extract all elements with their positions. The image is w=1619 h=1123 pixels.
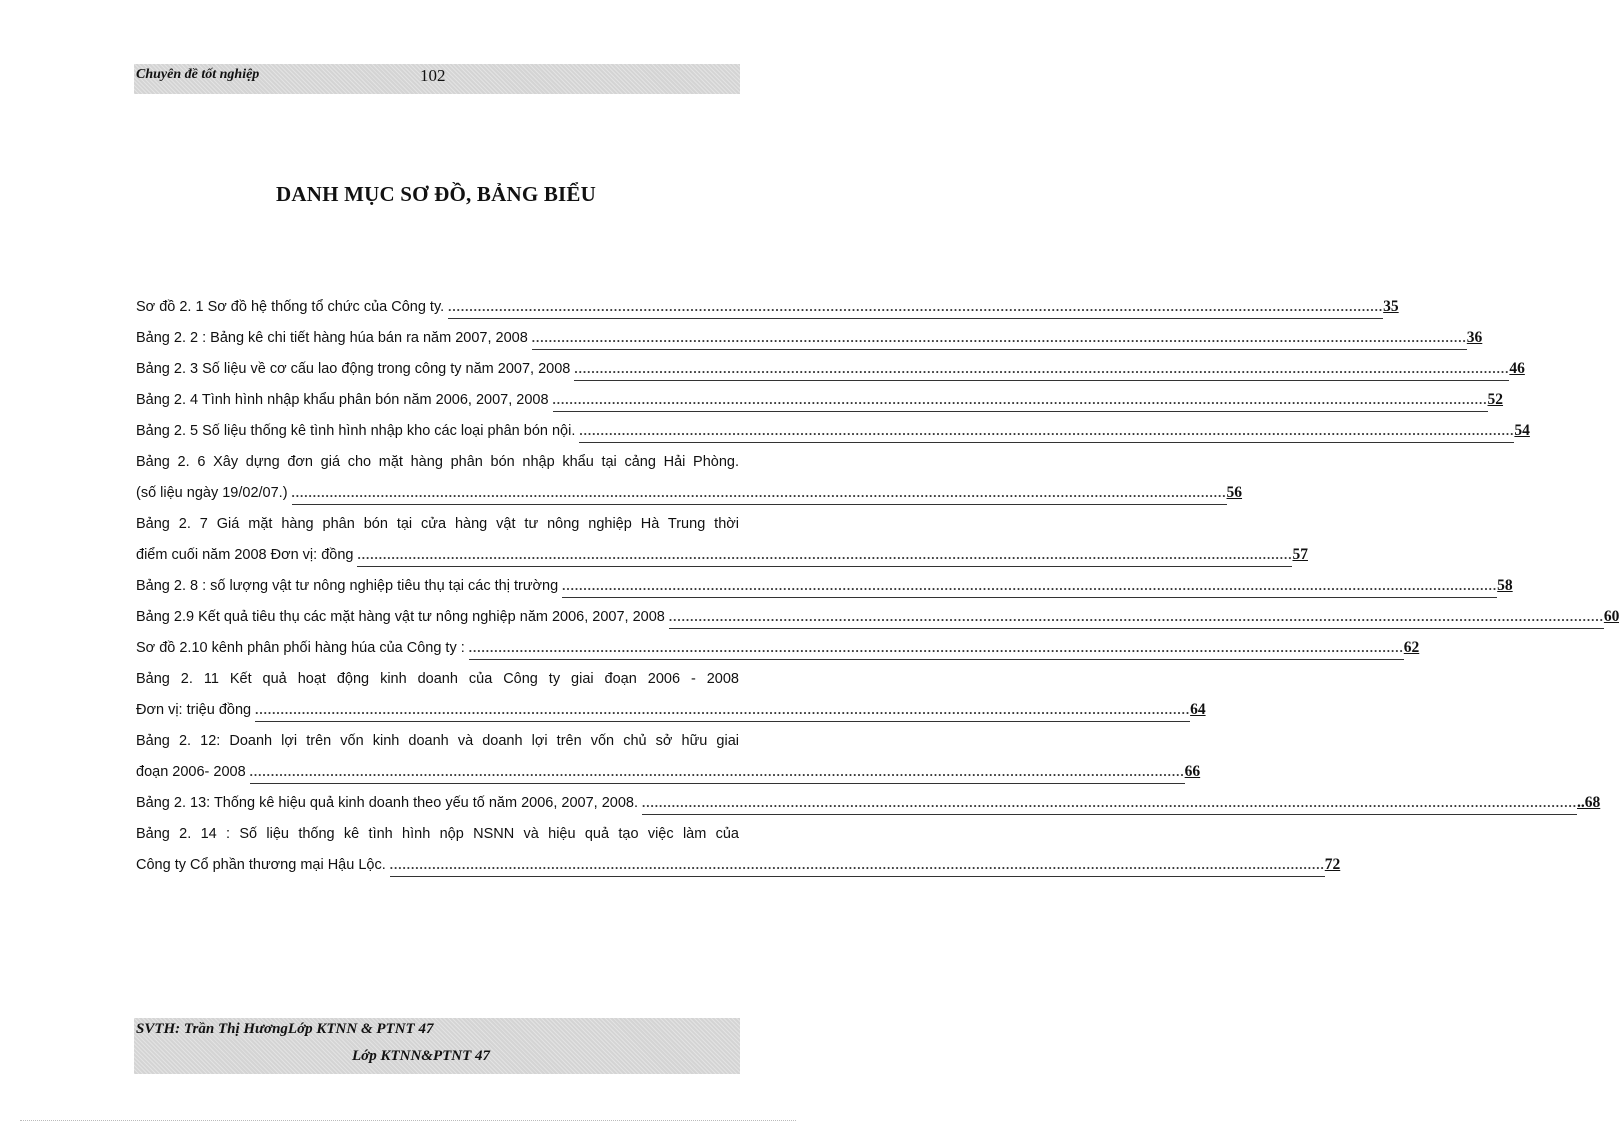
toc-leader: ............................................................................................................................................................................................................................ <box>255 699 1190 722</box>
toc-entry-text: Công ty Cổ phần thương mại Hậu Lộc. <box>136 857 386 873</box>
toc-leader: ............................................................................................................................................................................................................................ <box>642 792 1577 815</box>
toc-entry <box>136 327 1483 358</box>
toc-entry-text: Bảng 2. 11 Kết quả hoạt động kinh doanh của Công ty giai đoạn 2006 - 2008 <box>136 671 739 687</box>
toc-entry-line <box>136 327 1483 358</box>
toc-entry-text: Bảng 2. 2 : Bảng kê chi tiết hàng húa bán ra năm 2007, 2008 <box>136 330 528 346</box>
toc-entry-line <box>136 482 1243 513</box>
toc-entry-line <box>136 544 1308 575</box>
toc-entry-line <box>136 792 1601 823</box>
toc-entry-line <box>136 513 739 544</box>
toc-entry-text: Bảng 2. 8 : số lượng vật tư nông nghiệp tiêu thụ tại các thị trường <box>136 578 559 594</box>
table-of-figures <box>136 296 1619 885</box>
toc-entry-line <box>136 420 1530 451</box>
toc-page-number: ..68 <box>1577 794 1601 811</box>
toc-entry-line <box>136 389 1504 420</box>
toc-entry-text: Đơn vị: triệu đồng <box>136 702 252 718</box>
toc-entry-line <box>136 358 1525 389</box>
toc-entry <box>136 389 1504 420</box>
toc-entry-text: đoạn 2006- 2008 <box>136 764 246 780</box>
toc-entry-line <box>136 823 739 854</box>
header-title: Chuyên đề tốt nghiệp <box>136 67 260 82</box>
toc-entry <box>136 575 1513 606</box>
toc-entry-line <box>136 296 1399 327</box>
bottom-rule <box>20 1120 796 1121</box>
toc-entry-line <box>136 606 1619 637</box>
toc-entry-line <box>136 575 1513 606</box>
toc-entry <box>136 823 1341 885</box>
toc-entry <box>136 420 1530 451</box>
page-footer <box>134 1018 740 1074</box>
toc-page-number: 58 <box>1497 577 1513 594</box>
toc-leader: ............................................................................................................................................................................................................................ <box>292 482 1227 505</box>
toc-entry-text: Bảng 2. 14 : Số liệu thống kê tình hình nộp NSNN và hiệu quả tạo việc làm của <box>136 826 739 842</box>
toc-entry-text: Bảng 2. 12: Doanh lợi trên vốn kinh doanh và doanh lợi trên vốn chủ sở hữu giai <box>136 733 739 749</box>
toc-entry-text: Bảng 2. 4 Tình hình nhập khẩu phân bón năm 2006, 2007, 2008 <box>136 392 549 408</box>
footer-author: SVTH: Trần Thị HươngLớp KTNN & PTNT 47 <box>136 1021 434 1037</box>
toc-entry-text: Bảng 2. 3 Số liệu về cơ cấu lao động trong công ty năm 2007, 2008 <box>136 361 571 377</box>
toc-entry-line <box>136 854 1341 885</box>
toc-leader: ............................................................................................................................................................................................................................ <box>553 389 1488 412</box>
toc-entry-line <box>136 637 1420 668</box>
toc-entry <box>136 637 1420 668</box>
toc-entry <box>136 730 1201 792</box>
toc-page-number: 72 <box>1324 856 1341 873</box>
toc-leader: ............................................................................................................................................................................................................................ <box>669 606 1604 629</box>
toc-entry-line <box>136 730 739 761</box>
toc-page-number: 35 <box>1383 298 1399 315</box>
toc-page-number: 64 <box>1190 701 1206 718</box>
toc-entry-text: Sơ đồ 2. 1 Sơ đồ hệ thống tổ chức của Công ty. <box>136 299 445 315</box>
toc-leader: ............................................................................................................................................................................................................................ <box>448 296 1383 319</box>
toc-leader: ............................................................................................................................................................................................................................ <box>562 575 1497 598</box>
toc-entry-text: (số liệu ngày 19/02/07.) <box>136 485 288 501</box>
page-header <box>134 64 740 94</box>
toc-entry <box>136 792 1601 823</box>
toc-entry <box>136 358 1525 389</box>
toc-entry-line <box>136 668 739 699</box>
toc-leader: ............................................................................................................................................................................................................................ <box>579 420 1514 443</box>
toc-entry <box>136 513 1308 575</box>
toc-entry-text: Sơ đồ 2.10 kênh phân phối hàng húa của Công ty : <box>136 640 465 656</box>
toc-entry-text: điểm cuối năm 2008 Đơn vị: đồng <box>136 547 354 563</box>
toc-entry-text: Bảng 2. 6 Xây dựng đơn giá cho mặt hàng phân bón nhập khẩu tại cảng Hải Phòng. <box>136 454 739 470</box>
toc-entry <box>136 296 1399 327</box>
toc-leader: ............................................................................................................................................................................................................................ <box>390 854 1325 877</box>
toc-entry-text: Bảng 2. 7 Giá mặt hàng phân bón tại cửa hàng vật tư nông nghiệp Hà Trung thời <box>136 516 739 532</box>
toc-page-number: 60 <box>1603 608 1619 625</box>
toc-page-number: 66 <box>1184 763 1201 780</box>
toc-page-number: 62 <box>1403 639 1420 656</box>
toc-entry <box>136 451 1243 513</box>
header-page-number: 102 <box>420 66 446 85</box>
toc-entry <box>136 606 1619 637</box>
toc-page-number: 57 <box>1292 546 1308 563</box>
toc-entry-line <box>136 699 1206 730</box>
toc-entry-text: Bảng 2. 13: Thống kê hiệu quả kinh doanh theo yếu tố năm 2006, 2007, 2008. <box>136 795 638 811</box>
toc-page-number: 46 <box>1509 360 1525 377</box>
footer-class: Lớp KTNN&PTNT 47 <box>352 1048 491 1064</box>
toc-leader: ............................................................................................................................................................................................................................ <box>250 761 1185 784</box>
toc-entry-text: Bảng 2.9 Kết quả tiêu thụ các mặt hàng vật tư nông nghiệp năm 2006, 2007, 2008 <box>136 609 665 625</box>
toc-leader: ............................................................................................................................................................................................................................ <box>574 358 1509 381</box>
toc-leader: ............................................................................................................................................................................................................................ <box>469 637 1404 660</box>
toc-entry-line <box>136 761 1201 792</box>
toc-entry <box>136 668 1206 730</box>
toc-page-number: 36 <box>1466 329 1483 346</box>
toc-page-number: 56 <box>1226 484 1243 501</box>
page-title: DANH MỤC SƠ ĐỒ, BẢNG BIỂU <box>275 182 597 206</box>
toc-leader: ............................................................................................................................................................................................................................ <box>357 544 1292 567</box>
toc-leader: ............................................................................................................................................................................................................................ <box>532 327 1467 350</box>
toc-entry-text: Bảng 2. 5 Số liệu thống kê tình hình nhập kho các loại phân bón nội. <box>136 423 576 439</box>
toc-page-number: 52 <box>1487 391 1504 408</box>
toc-page-number: 54 <box>1514 422 1530 439</box>
toc-entry-line <box>136 451 739 482</box>
